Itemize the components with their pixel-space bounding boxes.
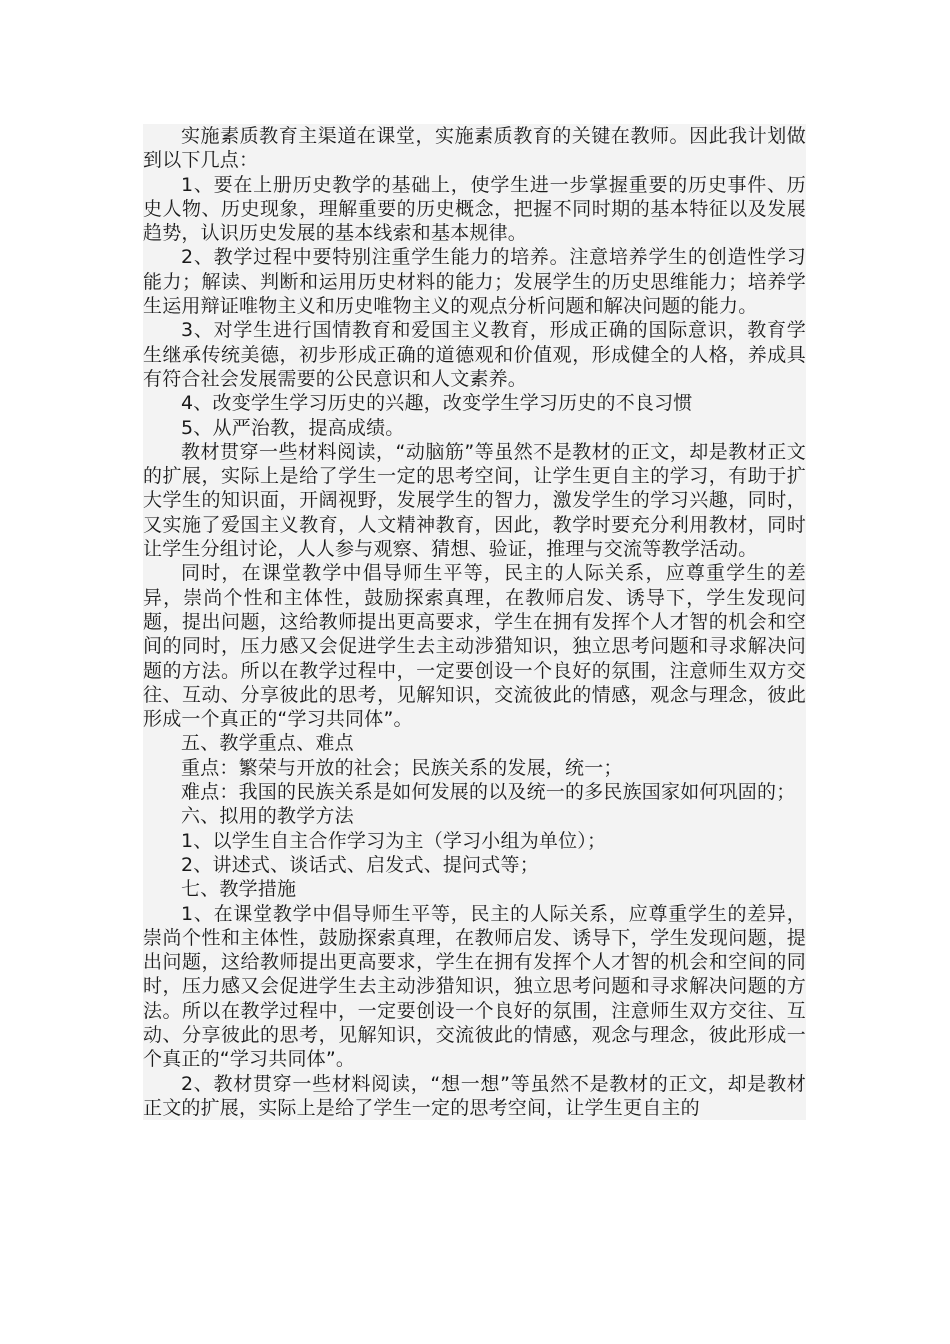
paragraph-measure-2: 2、教材贯穿一些材料阅读，“想一想”等虽然不是教材的正文，却是教材正文的扩展，实际上是给了学生一定的思考空间，让学生更自主的 [143, 1072, 806, 1119]
paragraph-item-3: 3、对学生进行国情教育和爱国主义教育，形成正确的国际意识，教育学生继承传统美德，初步形成正确的道德观和价值观，形成健全的人格，养成具有符合社会发展需要的公民意识和人文素养。 [143, 319, 806, 390]
section-heading-measures: 七、教学措施 [181, 878, 297, 901]
paragraph-difficulty: 难点：我国的民族关系是如何发展的以及统一的多民族国家如何巩固的； [181, 781, 796, 804]
paragraph-method-2: 2、讲述式、谈话式、启发式、提问式等； [181, 853, 539, 876]
paragraph-intro: 实施素质教育主渠道在课堂，实施素质教育的关键在教师。因此我计划做到以下几点： [143, 125, 806, 172]
paragraph-item-4: 4、改变学生学习历史的兴趣，改变学生学习历史的不良习惯 [181, 392, 693, 415]
paragraph-classroom: 同时，在课堂教学中倡导师生平等，民主的人际关系，应尊重学生的差异，崇尚个性和主体性，鼓励探索真理，在教师启发、诱导下，学生发现问题，提出问题，这给教师提出更高要求，学生在拥有发挥个人才智的机会和空间的同时，压力感又会促进学生去主动涉猎知识，独立思考问题和寻求解决问题的方法。所以在教学过程中，一定要创设一个良好的氛围，注意师生双方交往、互动、分享彼此的思考，见解知识，交流彼此的情感，观念与理念，彼此形成一个真正的“学习共同体”。 [143, 562, 806, 731]
paragraph-materials: 教材贯穿一些材料阅读，“动脑筋”等虽然不是教材的正文，却是教材正文的扩展，实际上是给了学生一定的思考空间，让学生更自主的学习，有助于扩大学生的知识面，开阔视野，发展学生的智力，激发学生的学习兴趣，同时，又实施了爱国主义教育，人文精神教育，因此，教学时要充分利用教材，同时让学生分组讨论，人人参与观察、猜想、验证，推理与交流等教学活动。 [143, 440, 806, 561]
document-body [143, 124, 806, 1120]
paragraph-item-1: 1、要在上册历史教学的基础上，使学生进一步掌握重要的历史事件、历史人物、历史现象，理解重要的历史概念，把握不同时期的基本特征以及发展趋势，认识历史发展的基本线索和基本规律。 [143, 173, 806, 245]
paragraph-method-1: 1、以学生自主合作学习为主（学习小组为单位）； [181, 829, 607, 852]
section-heading-methods: 六、拟用的教学方法 [181, 805, 354, 828]
paragraph-key-point: 重点：繁荣与开放的社会；民族关系的发展，统一； [181, 756, 623, 779]
section-heading-key-points: 五、教学重点、难点 [181, 732, 354, 755]
paragraph-item-5: 5、从严治教，提高成绩。 [181, 416, 405, 439]
paragraph-measure-1: 1、在课堂教学中倡导师生平等，民主的人际关系，应尊重学生的差异，崇尚个性和主体性，鼓励探索真理，在教师启发、诱导下，学生发现问题，提出问题，这给教师提出更高要求，学生在拥有发挥个人才智的机会和空间的同时，压力感又会促进学生去主动涉猎知识，独立思考问题和寻求解决问题的方法。所以在教学过程中，一定要创设一个良好的氛围，注意师生双方交往、互动、分享彼此的思考，见解知识，交流彼此的情感，观念与理念，彼此形成一个真正的“学习共同体”。 [143, 902, 806, 1071]
paragraph-item-2: 2、教学过程中要特别注重学生能力的培养。注意培养学生的创造性学习能力；解读、判断和运用历史材料的能力；发展学生的历史思维能力；培养学生运用辩证唯物主义和历史唯物主义的观点分析问题和解决问题的能力。 [143, 246, 806, 318]
